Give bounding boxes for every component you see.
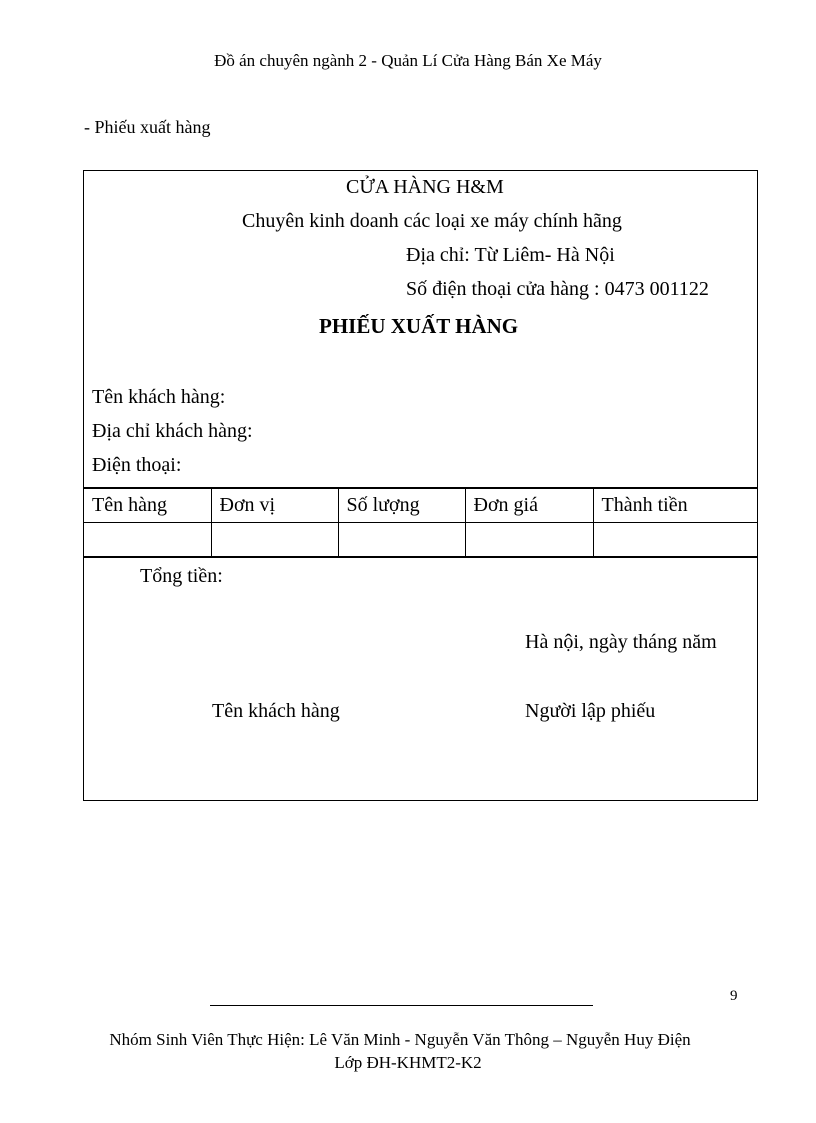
shop-address: Địa chỉ: Từ Liêm- Hà Nội: [406, 244, 615, 266]
table-cell: [593, 523, 757, 558]
customer-phone-label: Điện thoại:: [92, 454, 182, 476]
footer-authors: Nhóm Sinh Viên Thực Hiện: Lê Văn Minh - Nguyễn Văn Thông – Nguyễn Huy Điện: [109, 1030, 691, 1049]
table-header-row: [84, 488, 757, 523]
table-cell: [338, 523, 465, 558]
date-line: Hà nội, ngày tháng năm: [525, 631, 717, 653]
column-header-quantity: Số lượng: [338, 488, 465, 523]
table-cell: [211, 523, 338, 558]
table-cell: [84, 523, 211, 558]
section-label: - Phiếu xuất hàng: [84, 117, 211, 137]
page-number: 9: [730, 988, 738, 1004]
items-table: [84, 487, 757, 558]
footer-class: Lớp ĐH-KHMT2-K2: [334, 1053, 482, 1072]
table-row: [84, 523, 757, 558]
column-header-amount: Thành tiền: [593, 488, 757, 523]
table-cell: [465, 523, 593, 558]
shop-phone: Số điện thoại cửa hàng : 0473 001122: [406, 278, 709, 300]
creator-signature-label: Người lập phiếu: [525, 700, 656, 722]
customer-name-label: Tên khách hàng:: [92, 386, 226, 408]
export-receipt-form: [83, 170, 758, 801]
page-header: Đồ án chuyên ngành 2 - Quản Lí Cửa Hàng Bán Xe Máy: [214, 51, 602, 70]
column-header-unit-price: Đơn giá: [465, 488, 593, 523]
column-header-unit: Đơn vị: [211, 488, 338, 523]
shop-tagline: Chuyên kinh doanh các loại xe máy chính hãng: [242, 210, 622, 232]
footer-divider: [210, 1005, 593, 1006]
form-title: PHIẾU XUẤT HÀNG: [319, 314, 519, 338]
column-header-item-name: Tên hàng: [84, 488, 211, 523]
total-label: Tổng tiền:: [140, 565, 223, 587]
shop-name: CỬA HÀNG H&M: [346, 176, 504, 198]
customer-address-label: Địa chỉ khách hàng:: [92, 420, 253, 442]
customer-signature-label: Tên khách hàng: [212, 700, 340, 722]
